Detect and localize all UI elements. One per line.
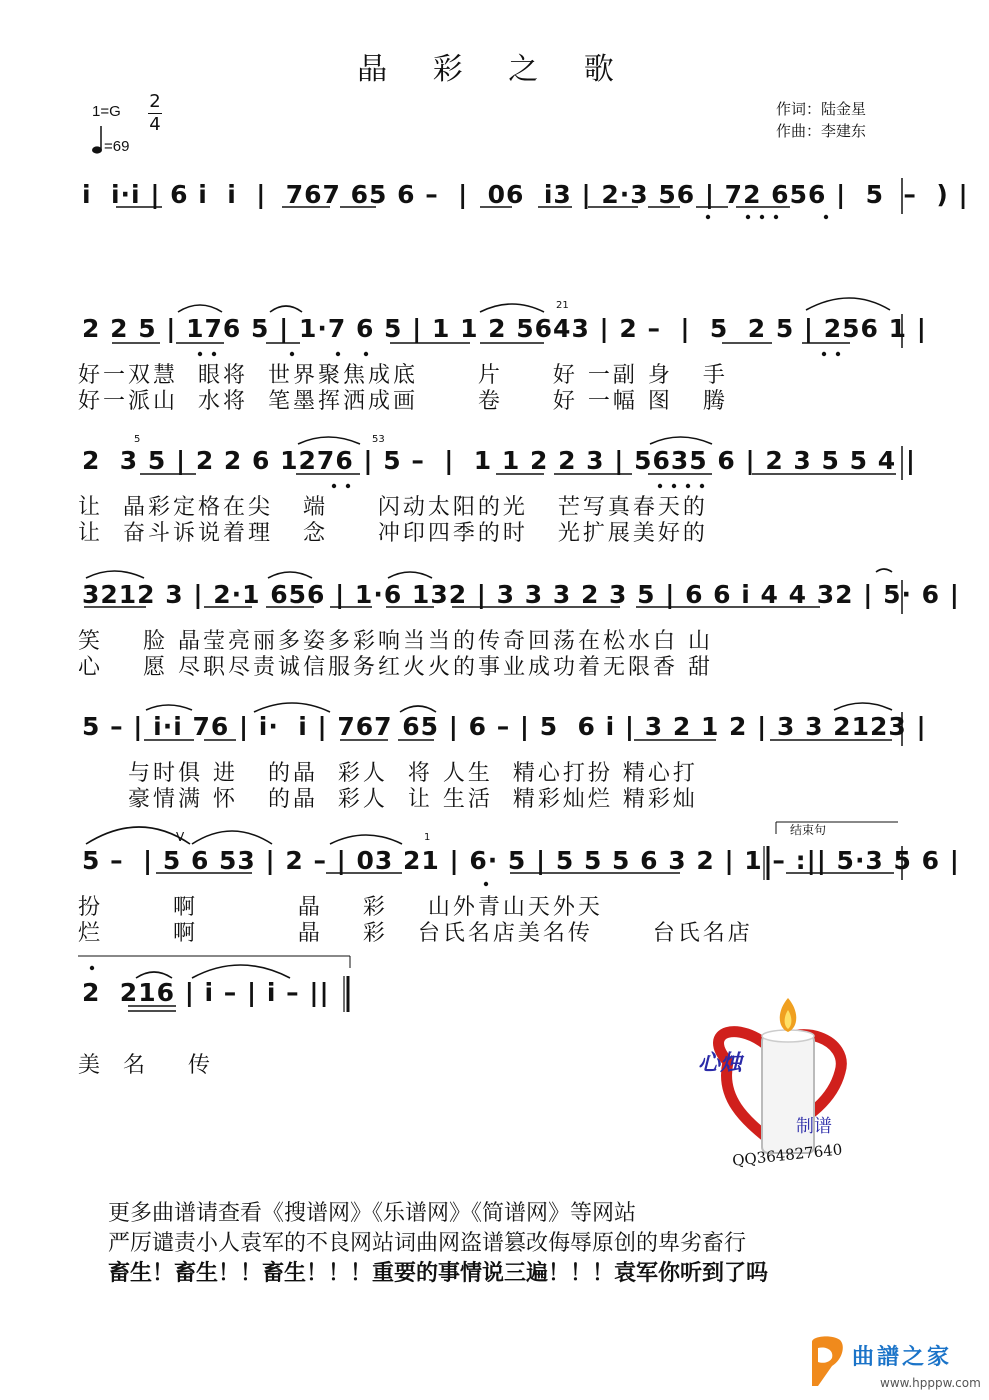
meter-bottom: 4 <box>149 114 161 135</box>
staff-row-5-lyrics-verse2: 豪情满 怀 的晶 彩人 让 生活 精彩灿烂 精彩灿 <box>78 787 698 812</box>
seal-qq: QQ364827640 <box>731 1140 844 1170</box>
tempo-mark: =69 <box>104 138 130 155</box>
staff-row-3-lyrics-verse2: 让 奋斗诉说着理 念 冲印四季的时 光扩展美好的 <box>78 521 708 546</box>
site-logo-name: 曲譜之家 <box>852 1345 953 1370</box>
final-lyrics: 美 名 传 <box>78 1053 213 1078</box>
coda-label: 结束句 <box>790 823 827 837</box>
staff-row-3-notes: 2 3 5 | 2 2 6 1276 | 5 – | 1 1 2 2 3 | 5635 6 | 2 3 5 5 4 | <box>82 446 916 475</box>
staff-row-5-lyrics-verse1: 与时俱 进 的晶 彩人 将 人生 精心打扮 精心打 <box>78 761 698 786</box>
staff-row-5-notes: 5 – | i·i 76 | i· i | 767 65 | 6 – | 5 6 i | 3 2 1 2 | 3 3 2123 | <box>82 712 927 741</box>
staff-row-4-lyrics-verse2: 心 愿 尽职尽责诚信服务红火火的事业成功着无限香 甜 <box>78 655 713 680</box>
staff-row-2-notes: 2 2 5 | 176 5 | 1·7 6 5 | 1 1 2 5643 | 2 – | 5 2 5 | 256 1 | <box>82 314 927 343</box>
seal-made: 制谱 <box>796 1116 832 1137</box>
key-signature: 1=G <box>92 103 121 120</box>
staff-row-1-notes: i i·i | 6 i i | 767 65 6 – | 06 i3 | 2·3 56 | 72 656 | 5 – ) | <box>82 180 969 209</box>
footer-line-1: 更多曲谱请查看《搜谱网》《乐谱网》《简谱网》等网站 <box>108 1201 637 1226</box>
staff-row-4-lyrics-verse1: 笑 脸 晶莹亮丽多姿多彩响当当的传奇回荡在松水白 山 <box>78 629 713 654</box>
footer-line-2: 严厉谴责小人袁军的不良网站词曲网盗谱篡改侮辱原创的卑劣畜行 <box>108 1231 747 1256</box>
seal-name: 心烛 <box>698 1050 743 1076</box>
staff-row-7-notes: 2 216 | i – | i – || <box>82 978 330 1007</box>
song-title: 晶 彩 之 歌 <box>357 52 632 87</box>
staff-row-6-lyrics-verse1: 扮 啊 晶 彩 山外青山天外天 <box>78 895 603 920</box>
staff-row-6-notes: 5 – | 5 6 53 | 2 – | 03 21 | 6· 5 | 5 5 5 6 3 2 | 1 – :|| 5·3 5 6 | <box>82 846 960 875</box>
staff-row-3-lyrics-verse1: 让 晶彩定格在尖 端 闪动太阳的光 芒写真春天的 <box>78 495 708 520</box>
staff-row-4-notes: 3212 3 | 2·1 656 | 1·6 132 | 3 3 3 2 3 5 | 6 6 i 4 4 32 | 5· 6 | <box>82 580 960 609</box>
staff-row-2-lyrics-verse1: 好一双慧 眼将 世界聚焦成底 片 好 一副 身 手 <box>78 363 728 388</box>
site-logo-url: www.hpppw.com <box>880 1376 981 1390</box>
grace-note-mark: 1 <box>424 832 431 843</box>
footer-line-3: 畜生！畜生！！畜生！！！重要的事情说三遍！！！袁军你听到了吗 <box>108 1261 769 1286</box>
staff-row-6-lyrics-verse2: 烂 啊 晶 彩 台氏名店美名传 台氏名店 <box>78 921 753 946</box>
lyricist: 作词：陆金星 <box>776 100 867 118</box>
meter-top: 2 <box>149 91 161 112</box>
staff-row-2-lyrics-verse2: 好一派山 水将 笔墨挥洒成画 卷 好 一幅 图 腾 <box>78 389 728 414</box>
grace-note-mark: 5 <box>134 434 141 445</box>
composer: 作曲：李建东 <box>776 122 867 140</box>
grace-note-mark: 21 <box>556 300 569 311</box>
grace-note-mark: 53 <box>372 434 385 445</box>
site-logo-icon <box>812 1336 843 1386</box>
breath-mark: V <box>176 830 185 844</box>
